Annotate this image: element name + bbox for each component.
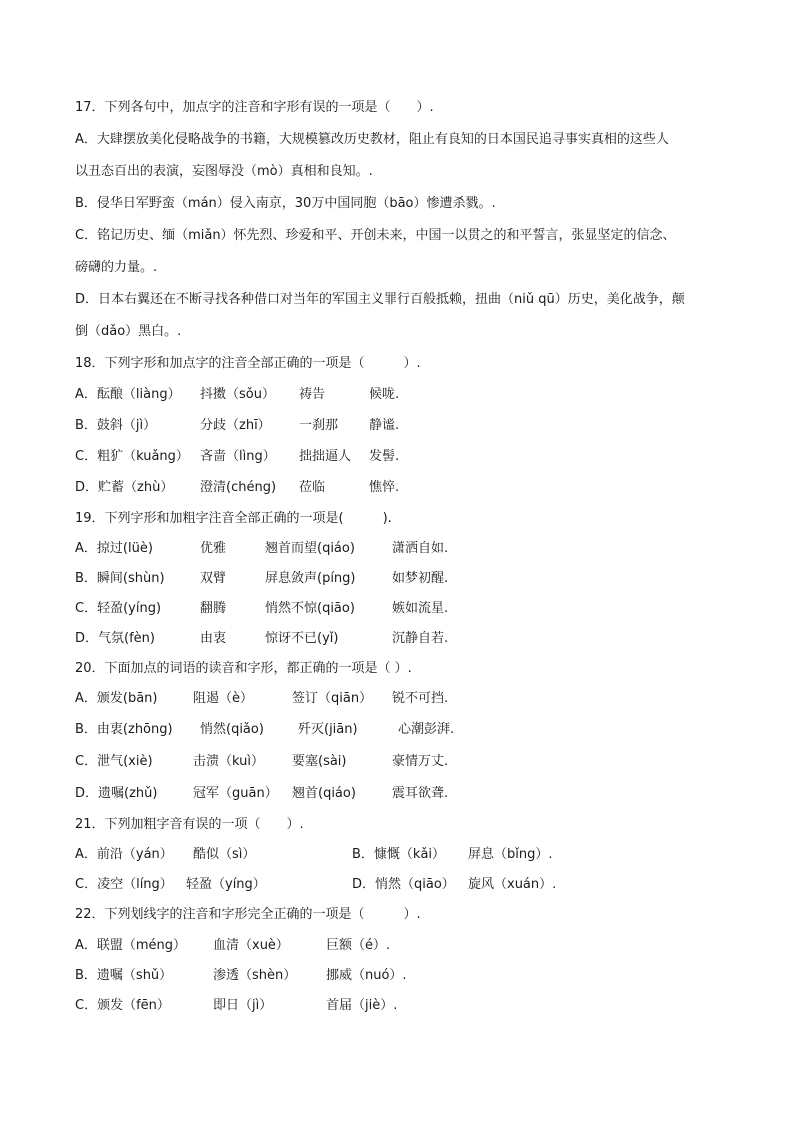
q19-c-col2: 翻腾 <box>200 601 227 616</box>
q20-option-c <box>0 753 800 771</box>
q20-c-col2: 击溃（kuì） <box>193 754 264 769</box>
q19-b-col1: B．瞬间(shùn) <box>75 571 165 586</box>
q20-b-col4: 心潮彭湃. <box>398 722 455 737</box>
q19-a-col3: 翘首而望(qiáo) <box>265 541 355 556</box>
q22-a-col2: 血清（xuè） <box>213 938 289 953</box>
q18-b-col1: B．鼓斜（jì） <box>75 418 157 433</box>
q22-option-b <box>0 967 800 985</box>
q17-stem: 17．下列各句中，加点字的注音和字形有误的一项是（ ）. <box>75 100 434 115</box>
q17-option-c-line2: 磅礴的力量。. <box>75 260 158 275</box>
q22-stem: 22．下列划线字的注音和字形完全正确的一项是（ ）. <box>75 907 421 922</box>
q19-d-col3: 惊讶不已(yǐ) <box>265 631 339 646</box>
q20-d-col1: D．遗嘱(zhǔ) <box>75 786 158 801</box>
q18-a-col1: A．酝酿（liàng） <box>75 387 181 402</box>
q19-b-col2: 双臂 <box>200 571 227 586</box>
q20-option-d <box>0 785 800 803</box>
q21-stem: 21．下列加粗字音有误的一项（ ）. <box>75 817 304 832</box>
q21-option-d: D．悄然（qiāo） <box>352 877 455 892</box>
q18-stem: 18．下列字形和加点字的注音全部正确的一项是（ ）. <box>75 356 421 371</box>
q21-row-2 <box>0 876 800 894</box>
q22-c-col2: 即日（jì） <box>213 998 273 1013</box>
q19-option-c <box>0 600 800 618</box>
q18-b-col3: 一刹那 <box>299 418 339 433</box>
q20-d-col3: 翘首(qiáo) <box>292 786 356 801</box>
q19-c-col1: C．轻盈(yíng) <box>75 601 162 616</box>
q21-option-a-2: 酷似（sì） <box>193 847 256 862</box>
q17-option-b: B．侵华日军野蛮（mán）侵入南京，30万中国同胞（bāo）惨遭杀戮。. <box>75 196 496 211</box>
q18-c-col3: 拙拙逼人 <box>299 449 352 464</box>
q18-d-col1: D．贮蓄（zhù） <box>75 480 174 495</box>
q20-d-col2: 冠军（guān） <box>193 786 278 801</box>
q18-a-col4: 候咙. <box>369 387 400 402</box>
q20-a-col1: A．颁发(bān) <box>75 691 158 706</box>
q18-a-col3: 祷告 <box>299 387 326 402</box>
q21-option-c-2: 轻盈（yíng） <box>186 877 266 892</box>
q22-b-col2: 渗透（shèn） <box>213 968 297 983</box>
q20-a-col4: 锐不可挡. <box>392 691 449 706</box>
q20-b-col1: B．由衷(zhōng) <box>75 722 173 737</box>
q19-a-col4: 潇洒自如. <box>392 541 449 556</box>
q20-d-col4: 震耳欲聋. <box>392 786 449 801</box>
q18-option-d <box>0 479 800 497</box>
q18-b-col4: 静谧. <box>369 418 400 433</box>
q18-option-c <box>0 448 800 466</box>
q17-option-d-line1: D．日本右翼还在不断寻找各种借口对当年的军国主义罪行百般抵赖，扭曲（niǔ qū）历史，美化战争，颠 <box>75 292 685 307</box>
q18-d-col3: 莅临 <box>299 480 326 495</box>
q21-option-b: B．慷慨（kǎi） <box>352 847 446 862</box>
q20-option-a <box>0 690 800 708</box>
q22-b-col3: 挪威（nuó）. <box>326 968 407 983</box>
q19-d-col2: 由衷 <box>200 631 227 646</box>
q22-option-c <box>0 997 800 1015</box>
q18-option-b <box>0 417 800 435</box>
q21-option-c: C．凌空（líng） <box>75 877 173 892</box>
q19-b-col3: 屏息敛声(píng) <box>265 571 356 586</box>
q19-option-d <box>0 630 800 648</box>
q19-d-col4: 沉静自若. <box>392 631 449 646</box>
q19-stem: 19．下列字形和加粗字注音全部正确的一项是( ). <box>75 511 392 526</box>
q19-d-col1: D．气氛(fèn) <box>75 631 155 646</box>
q20-option-b <box>0 721 800 739</box>
q18-option-a <box>0 386 800 404</box>
q17-option-a-line2: 以丑态百出的表演，妄图辱没（mò）真相和良知。. <box>75 164 373 179</box>
q20-c-col1: C．泄气(xiè) <box>75 754 153 769</box>
q20-stem: 20．下面加点的词语的读音和字形，都正确的一项是（ ）. <box>75 661 412 676</box>
q19-option-b <box>0 570 800 588</box>
q19-c-col3: 悄然不惊(qiāo) <box>265 601 355 616</box>
q22-c-col1: C．颁发（fēn） <box>75 998 170 1013</box>
q18-c-col1: C．粗犷（kuǎng） <box>75 449 189 464</box>
q20-a-col2: 阻遏（è） <box>193 691 253 706</box>
q22-a-col1: A．联盟（méng） <box>75 938 187 953</box>
q20-c-col4: 豪情万丈. <box>392 754 449 769</box>
q20-b-col2: 悄然(qiǎo) <box>200 722 264 737</box>
q21-option-a: A．前沿（yán） <box>75 847 173 862</box>
q18-c-col2: 吝啬（lìng） <box>200 449 276 464</box>
q19-c-col4: 嫉如流星. <box>392 601 449 616</box>
q21-option-b-2: 屏息（bǐng）. <box>468 847 553 862</box>
q21-row-1 <box>0 846 800 864</box>
q17-option-c-line1: C．铭记历史、缅（miǎn）怀先烈、珍爱和平、开创未来，中国一以贯之的和平誓言，张显坚定的信念、 <box>75 228 676 243</box>
q18-d-col2: 澄清(chéng) <box>200 480 277 495</box>
q18-a-col2: 抖擞（sǒu） <box>200 387 275 402</box>
q20-a-col3: 签订（qiān） <box>292 691 373 706</box>
q17-option-d-line2: 倒（dǎo）黑白。. <box>75 324 182 339</box>
q19-a-col2: 优雅 <box>200 541 227 556</box>
q22-c-col3: 首届（jiè）. <box>326 998 398 1013</box>
q20-c-col3: 要塞(sài) <box>292 754 347 769</box>
q18-b-col2: 分歧（zhī） <box>200 418 271 433</box>
q17-option-a-line1: A．大肆摆放美化侵略战争的书籍，大规模篡改历史教材，阻止有良知的日本国民追寻事实真相的这些人 <box>75 132 669 147</box>
q19-a-col1: A．掠过(lüè) <box>75 541 153 556</box>
q20-b-col3: 歼灭(jiān) <box>298 722 358 737</box>
q18-c-col4: 发髻. <box>369 449 400 464</box>
q22-option-a <box>0 937 800 955</box>
q22-b-col1: B．遗嘱（shǔ） <box>75 968 173 983</box>
q21-option-d-2: 旋风（xuán）. <box>468 877 557 892</box>
q19-option-a <box>0 540 800 558</box>
q19-b-col4: 如梦初醒. <box>392 571 449 586</box>
q22-a-col3: 巨额（é）. <box>326 938 391 953</box>
q18-d-col4: 憔悴. <box>369 480 400 495</box>
